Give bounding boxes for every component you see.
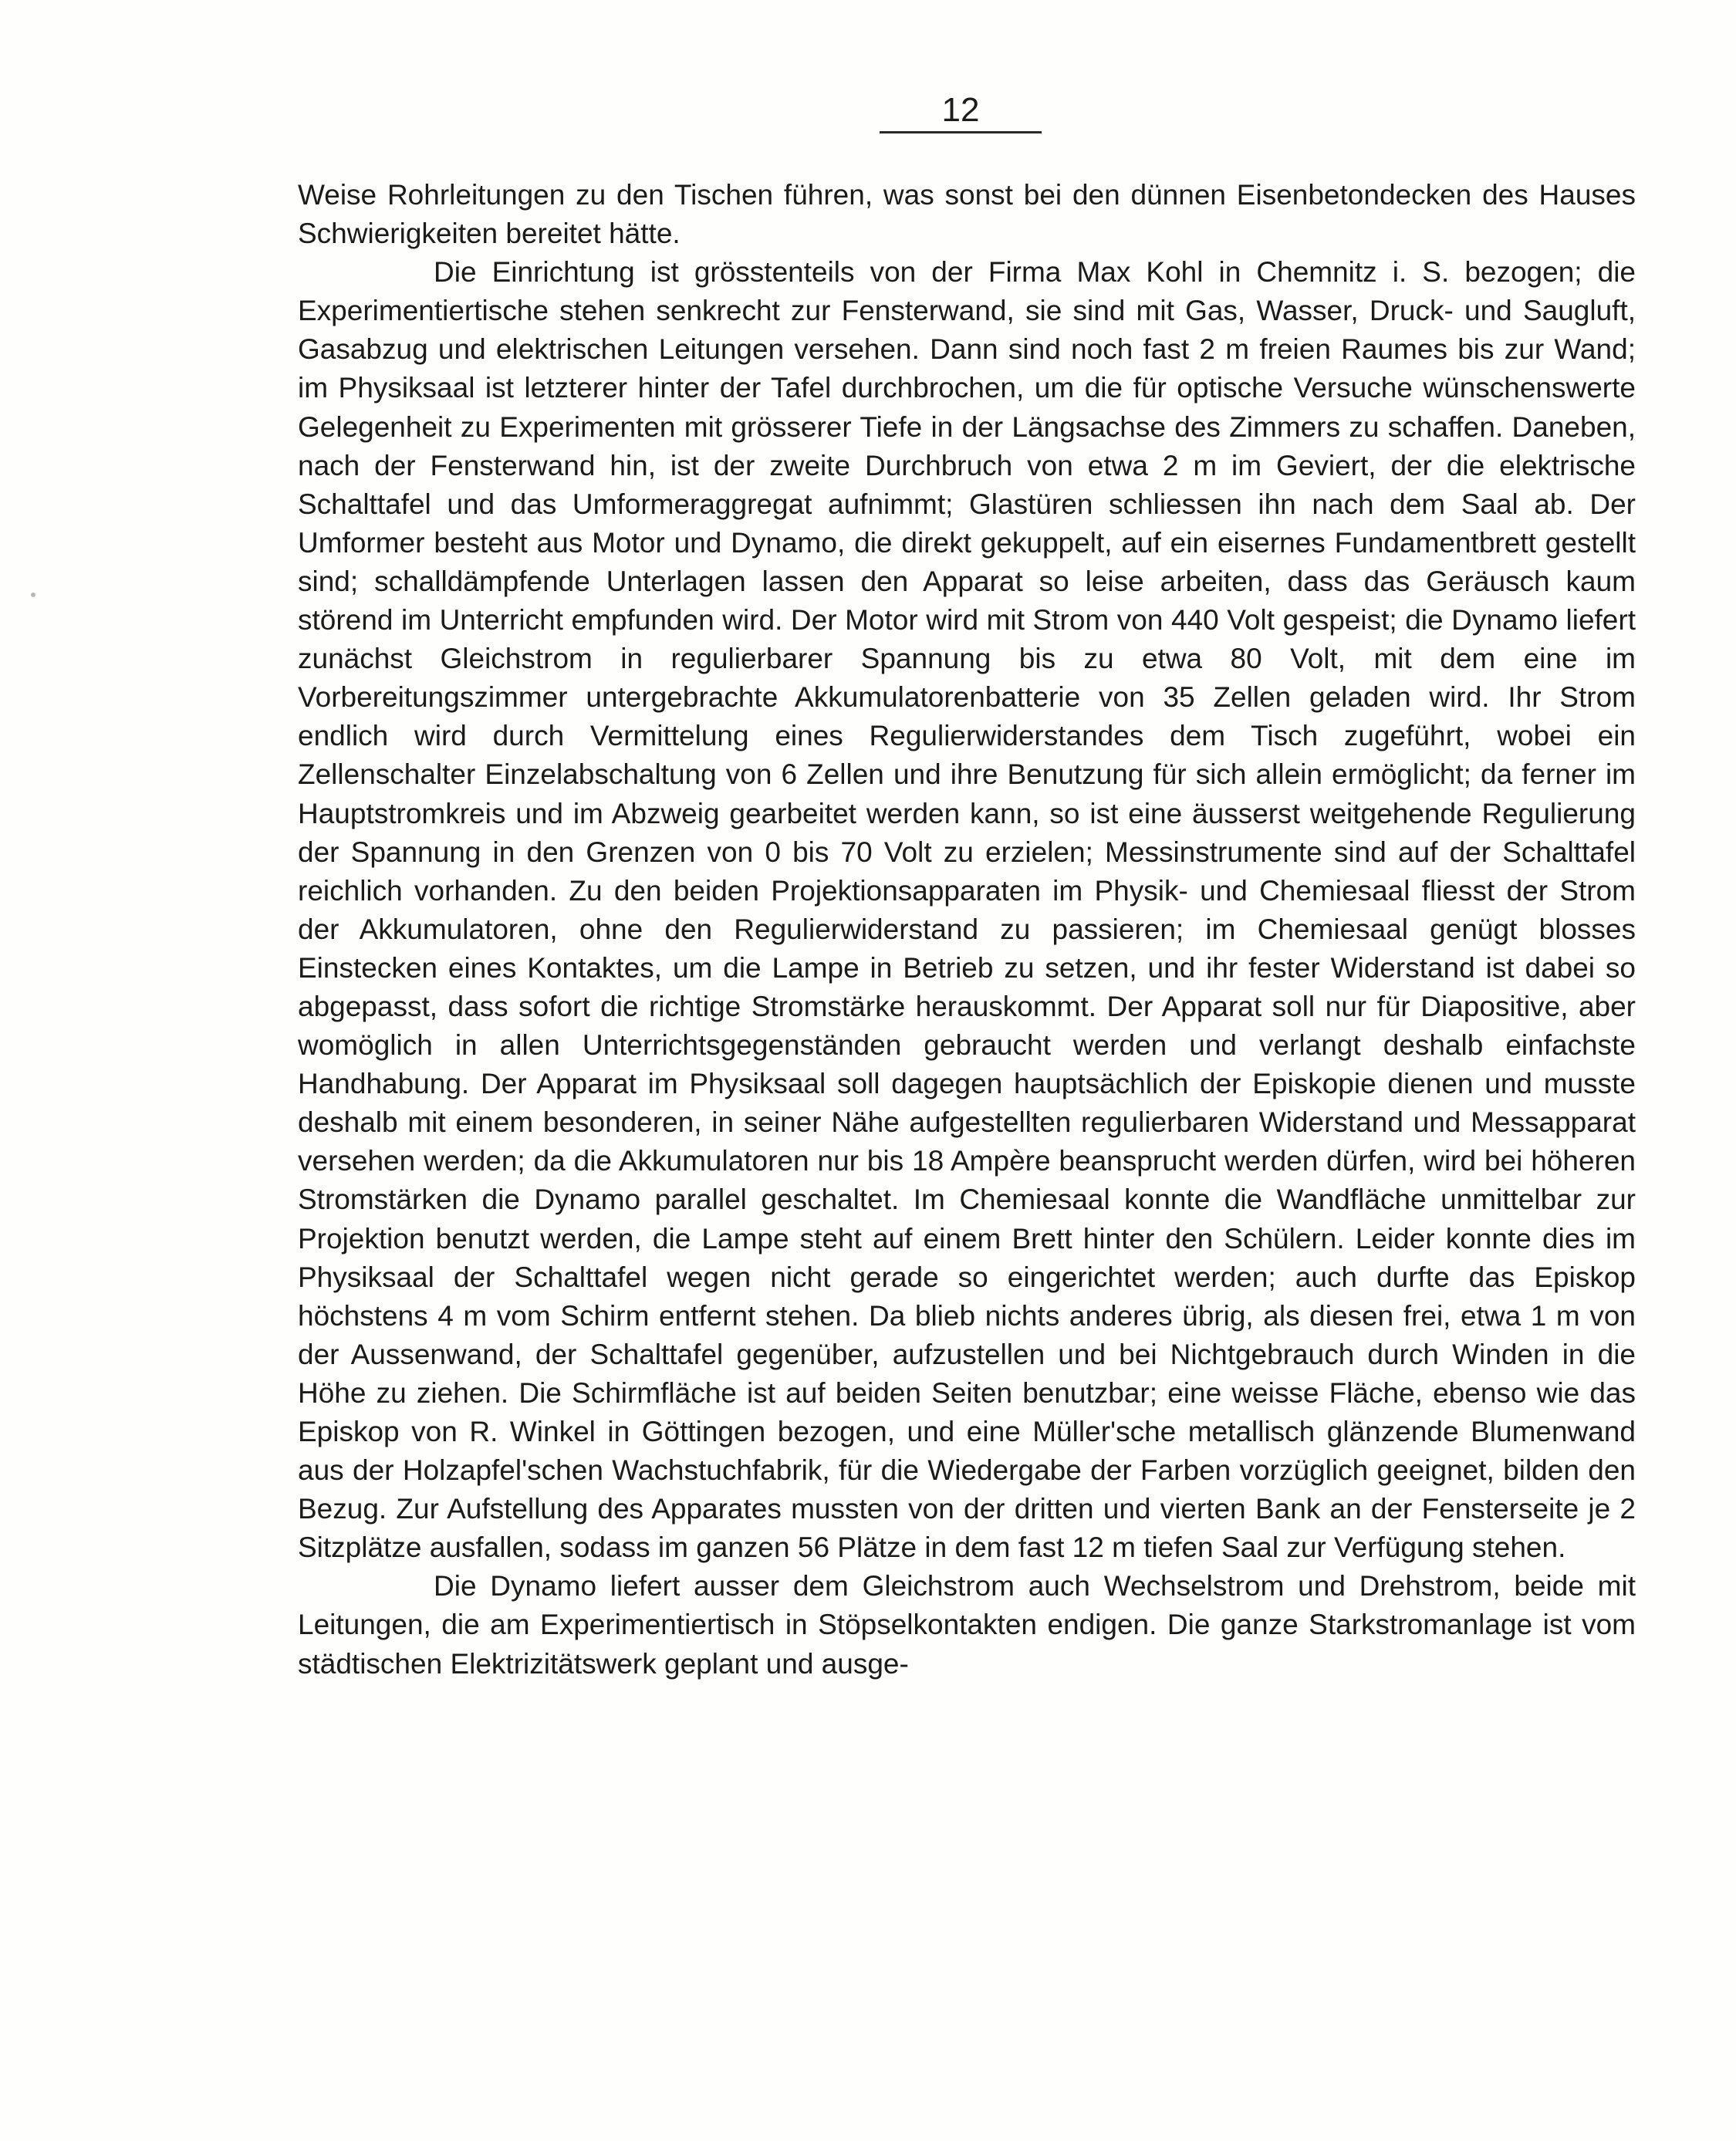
page-number-rule [880, 131, 1042, 133]
paragraph-dynamo: Die Dynamo liefert ausser dem Gleichstrom auch Wechselstrom und Drehstrom, beide mit Leitungen, die am Experimentiertisch in Stöpselkontakten endigen. Die ganze Starkstromanlage ist vom städtischen Elektrizitätswerk geplant und ausge- [298, 1570, 1636, 1680]
page-number: 12 [941, 91, 980, 129]
paragraph-equipment: Die Einrichtung ist grösstenteils von der Firma Max Kohl in Chemnitz i. S. bezogen; die Experimentiertische stehen senkrecht zur Fensterwand, sie sind mit Gas, Wasser, Druck- und Saugluft, Gasabzug und elektrischen Leitungen versehen. Dann sind noch fast 2 m freien Raumes bis zur Wand; im Physiksaal ist letzterer hinter der Tafel durchbrochen, um die für optische Versuche wünschenswerte Gelegenheit zu Experimenten mit grösserer Tiefe in der Längsachse des Zimmers zu schaffen. Daneben, nach der Fensterwand hin, ist der zweite Durchbruch von etwa 2 m im Geviert, der die elektrische Schalttafel und das Umformeraggregat aufnimmt; Glastüren schliessen ihn nach dem Saal ab. Der Umformer besteht aus Motor und Dynamo, die direkt gekuppelt, auf ein eisernes Fundamentbrett gestellt sind; schalldämpfende Unterlagen lassen den Apparat so leise arbeiten, dass das Geräusch kaum störend im Unterricht empfunden wird. Der Motor wird mit Strom von 440 Volt gespeist; die Dynamo liefert zunächst Gleichstrom in regulierbarer Spannung bis zu etwa 80 Volt, mit dem eine im Vorbereitungszimmer untergebrachte Akkumulatorenbatterie von 35 Zellen geladen wird. Ihr Strom endlich wird durch Vermittelung eines Regulierwiderstandes dem Tisch zugeführt, wobei ein Zellenschalter Einzelabschaltung von 6 Zellen und ihre Benutzung für sich allein ermöglicht; da ferner im Hauptstromkreis und im Abzweig gearbeitet werden kann, so ist eine äusserst weitgehende Regulierung der Spannung in den Grenzen von 0 bis 70 Volt zu erzielen; Messinstrumente sind auf der Schalttafel reichlich vorhanden. Zu den beiden Projektionsapparaten im Physik- und Chemiesaal fliesst der Strom der Akkumulatoren, ohne den Regulierwiderstand zu passieren; im Chemiesaal genügt blosses Einstecken eines Kontaktes, um die Lampe in Betrieb zu setzen, und ihr fester Widerstand ist dabei so abgepasst, dass sofort die richtige Stromstärke herauskommt. Der Apparat soll nur für Diapositive, aber womöglich in allen Unterrichtsgegenständen gebraucht werden und verlangt deshalb einfachste Handhabung. Der Apparat im Physiksaal soll dagegen hauptsächlich der Episkopie dienen und musste deshalb mit einem besonderen, in seiner Nähe aufgestellten regulierbaren Widerstand und Messapparat versehen werden; da die Akkumulatoren nur bis 18 Ampère beansprucht werden dürfen, wird bei höheren Stromstärken die Dynamo parallel geschaltet. Im Chemiesaal konnte die Wandfläche unmittelbar zur Projektion benutzt werden, die Lampe steht auf einem Brett hinter den Schülern. Leider konnte dies im Physiksaal der Schalttafel wegen nicht gerade so eingerichtet werden; auch durfte das Episkop höchstens 4 m vom Schirm entfernt stehen. Da blieb nichts anderes übrig, als diesen frei, etwa 1 m von der Aussenwand, der Schalttafel gegenüber, aufzustellen und bei Nichtgebrauch durch Winden in die Höhe zu ziehen. Die Schirmfläche ist auf beiden Seiten benutzbar; eine weisse Fläche, ebenso wie das Episkop von R. Winkel in Göttingen bezogen, und eine Müller'sche metallisch glänzende Blumenwand aus der Holzapfel'schen Wachstuchfabrik, für die Wiedergabe der Farben vorzüglich geeignet, bilden den Bezug. Zur Aufstellung des Apparates mussten von der dritten und vierten Bank an der Fensterseite je 2 Sitzplätze ausfallen, sodass im ganzen 56 Plätze in dem fast 12 m tiefen Saal zur Verfügung stehen. [298, 256, 1636, 1564]
body-text [298, 176, 1636, 1683]
paragraph-continuation: Weise Rohrleitungen zu den Tischen führen, was sonst bei den dünnen Eisenbetondecken des Hauses Schwierigkeiten bereitet hätte. [298, 179, 1636, 250]
scan-speck [31, 593, 35, 597]
